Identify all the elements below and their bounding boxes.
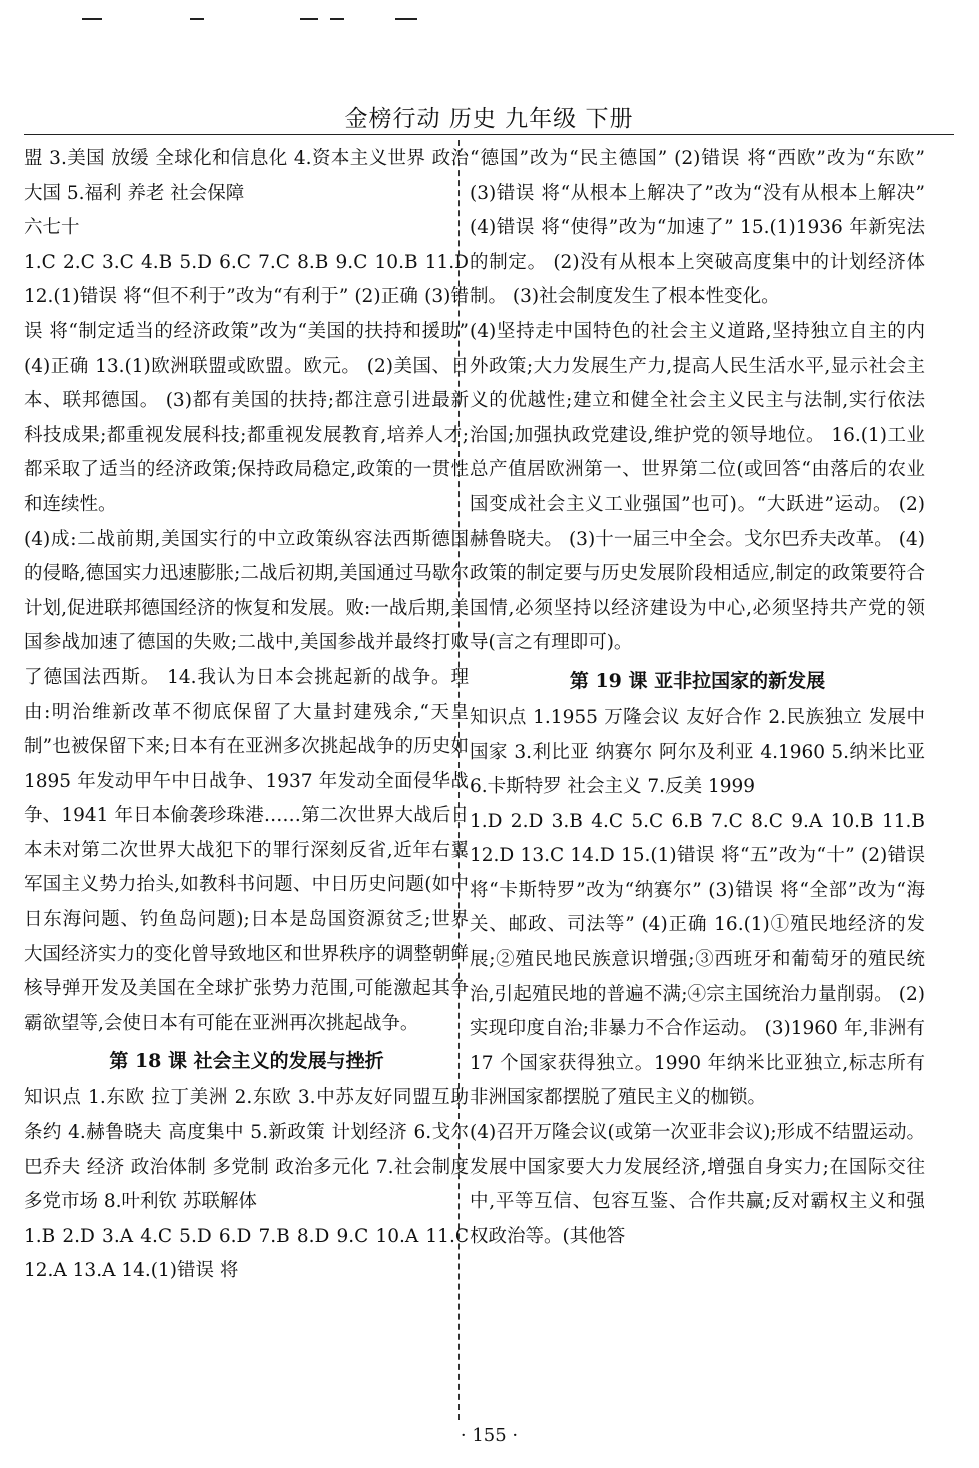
right-column	[470, 142, 925, 1417]
answer-paragraph: 1.D 2.D 3.B 4.C 5.C 6.B 7.C 8.C 9.A 10.B 11.B 12.D 13.C 14.D 15.(1)错误 将“五”改为“十” (2)错误 将“卡斯特罗”改为“纳赛尔” (3)错误 将“全部”改为“海关、邮政、司法等” (4)正确 16.(1)①殖民地经济的发展;②殖民地民族意识增强;③西班牙和葡萄牙的殖民统治,引起殖民地的普遍不满;④宗主国统治力量削弱。 (2)实现印度自治;非暴力不合作运动。 (3)1960 年,非洲有 17 个国家获得独立。1990 年纳米比亚独立,标志所有非洲国家都摆脱了殖民主义的枷锁。	[470, 810, 925, 1109]
answer-paragraph: 知识点 1.1955 万隆会议 友好合作 2.民族独立 发展中国家 3.利比亚 纳赛尔 阿尔及利亚 4.1960 5.纳米比亚 6.卡斯特罗 社会主义 7.反美 1999	[470, 706, 925, 798]
answer-paragraph: (4)召开万隆会议(或第一次亚非会议);形成不结盟运动。发展中国家要大力发展经济,增强自身实力;在国际交往中,平等互信、包容互鉴、合作共赢;反对霸权主义和强权政治等。(其他答	[470, 1122, 925, 1247]
lesson-heading: 第 18 课 社会主义的发展与挫折	[109, 1050, 384, 1073]
answer-paragraph: 1.C 2.C 3.C 4.B 5.D 6.C 7.C 8.B 9.C 10.B 11.D 12.(1)错误 将“但不利于”改为“有利于” (2)正确 (3)错误 将“制定适当的经济政策”改为“美国的扶持和援助” (4)正确 13.(1)欧洲联盟或欧盟。欧元。 (2)美国、日本、联邦德国。 (3)都有美国的扶持;都注意引进最新科技成果;都重视发展科技;都重视发展教育,培养人才;都采取了适当的经济政策;保持政局稳定,政策的一贯性和连续性。	[24, 251, 469, 515]
answer-paragraph: “德国”改为“民主德国” (2)错误 将“西欧”改为“东欧” (3)错误 将“从根本上解决了”改为“没有从根本上解决” (4)错误 将“使得”改为“加速了” 15.(1)1936 年新宪法的制定。 (2)没有从根本上突破高度集中的计划经济体制。 (3)社会制度发生了根本性变化。	[470, 148, 925, 308]
answer-paragraph: (4)成:二战前期,美国实行的中立政策纵容法西斯德国的侵略,德国实力迅速膨胀;二战后初期,美国通过马歇尔计划,促进联邦德国经济的恢复和发展。败:一战后期,美国参战加速了德国的失败;二战中,美国参战并最终打败了德国法西斯。 14.我认为日本会挑起新的战争。理由:明治维新改革不彻底保留了大量封建残余,“天皇制”也被保留下来;日本有在亚洲多次挑起战争的历史如 1895 年发动甲午中日战争、1937 年发动全面侵华战争、1941 年日本偷袭珍珠港……第二次世界大战后日本未对第二次世界大战犯下的罪行深刻反省,近年右翼军国主义势力抬头,如教科书问题、中日历史问题(如中日东海问题、钓鱼岛问题);日本是岛国资源贫乏;世界大国经济实力的变化曾导致地区和世界秩序的调整朝鲜核导弹开发及美国在全球扩张势力范围,可能激起其争霸欲望等,会使日本有可能在亚洲再次挑起战争。	[24, 528, 469, 1034]
answer-paragraph: 知识点 1.东欧 拉丁美洲 2.东欧 3.中苏友好同盟互助条约 4.赫鲁晓夫 高度集中 5.新政策 计划经济 6.戈尔巴乔夫 经济 政治体制 多党制 政治多元化 7.社会制度 多党市场 8.叶利钦 苏联解体	[24, 1087, 469, 1213]
page-header	[24, 98, 954, 135]
page-number: · 155 ·	[460, 1425, 519, 1446]
answer-paragraph: 盟 3.美国 放缓 全球化和信息化 4.资本主义世界 政治大国 5.福利 养老 社会保障	[24, 148, 469, 204]
lesson-heading: 第 19 课 亚非拉国家的新发展	[569, 669, 826, 692]
answer-paragraph: 1.B 2.D 3.A 4.C 5.D 6.D 7.B 8.D 9.C 10.A 11.C 12.A 13.A 14.(1)错误 将	[24, 1225, 469, 1282]
left-column	[24, 142, 469, 1417]
answer-paragraph: 六七十	[24, 217, 80, 239]
header-title: 金榜行动 历史 九年级 下册	[344, 106, 634, 132]
answer-paragraph: (4)坚持走中国特色的社会主义道路,坚持独立自主的内外政策;大力发展生产力,提高人民生活水平,显示社会主义的优越性;建立和健全社会主义民主与法制,实行依法治国;加强执政党建设,维护党的领导地位。 16.(1)工业总产值居欧洲第一、世界第二位(或回答“由落后的农业国变成社会主义工业强国”也可)。“大跃进”运动。 (2)赫鲁晓夫。 (3)十一届三中全会。戈尔巴乔夫改革。 (4)政策的制定要与历史发展阶段相适应,制定的政策要符合国情,必须坚持以经济建设为中心,必须坚持共产党的领导(言之有理即可)。	[470, 320, 925, 654]
top-crop-marks	[0, 14, 979, 24]
column-divider	[458, 140, 460, 1420]
